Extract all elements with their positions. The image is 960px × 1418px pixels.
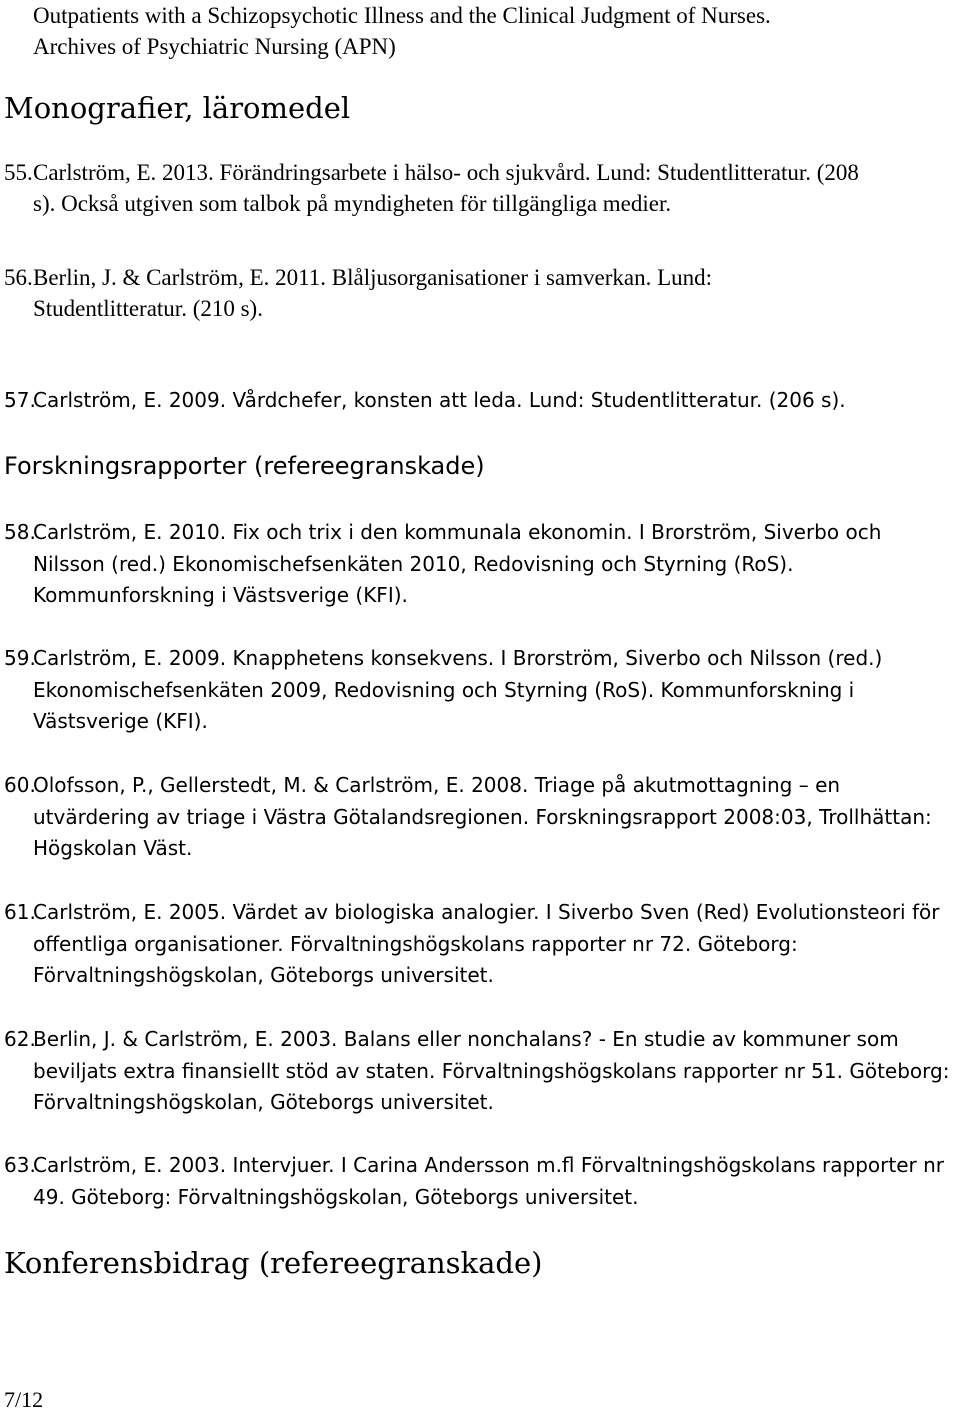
entry-number: 63. xyxy=(4,1153,36,1177)
entry-text: Carlström, E. 2009. Vårdchefer, konsten att leda. Lund: Studentlitteratur. (206 s). xyxy=(33,388,846,412)
page-number: 7/12 xyxy=(4,1387,44,1412)
continued-reference xyxy=(33,0,953,62)
entry-text: Berlin, J. & Carlström, E. 2011. Blåljusorganisationer i samverkan. Lund: Studentlitteratur. (210 s). xyxy=(33,265,713,321)
continued-reference-line-2: Archives of Psychiatric Nursing (APN) xyxy=(33,34,396,59)
entry-number: 59. xyxy=(4,646,36,670)
entry-text: Carlström, E. 2009. Knapphetens konsekvens. I Brorström, Siverbo och Nilsson (red.) Ekonomischefsenkäten 2009, Redovisning och Styrning (RoS). Kommunforskning i Västsverige (KFI). xyxy=(33,646,883,733)
entry-number: 55. xyxy=(4,160,33,185)
section-heading-forskningsrapporter: Forskningsrapporter (refereegranskade) xyxy=(4,452,485,480)
entry-number: 58. xyxy=(4,520,36,544)
entry-text: Carlström, E. 2005. Värdet av biologiska analogier. I Siverbo Sven (Red) Evolutionsteori för offentliga organisationer. Förvaltningshögskolans rapporter nr 72. Göteborg: Förvaltningshögskolan, Göteborgs universitet. xyxy=(33,900,940,987)
entry-text: Olofsson, P., Gellerstedt, M. & Carlström, E. 2008. Triage på akutmottagning – en utvärdering av triage i Västra Götalandsregionen. Forskningsrapport 2008:03, Trollhättan: Högskolan Väst. xyxy=(33,773,932,860)
entry-text: Carlström, E. 2010. Fix och trix i den kommunala ekonomin. I Brorström, Siverbo och Nilsson (red.) Ekonomischefsenkäten 2010, Redovisning och Styrning (RoS). Kommunforskning i Västsverige (KFI). xyxy=(33,520,882,607)
entry-text: Carlström, E. 2013. Förändringsarbete i hälso- och sjukvård. Lund: Studentlitteratur. (208 s). Också utgiven som talbok på myndigheten för tillgängliga medier. xyxy=(33,160,859,216)
entry-text: Carlström, E. 2003. Intervjuer. I Carina Andersson m.fl Förvaltningshögskolans rapporter nr 49. Göteborg: Förvaltningshögskolan, Göteborgs universitet. xyxy=(33,1153,945,1209)
section-heading-konferensbidrag: Konferensbidrag (refereegranskade) xyxy=(4,1246,543,1280)
entry-number: 56. xyxy=(4,265,33,290)
entry-number: 61. xyxy=(4,900,36,924)
entry-number: 60. xyxy=(4,773,36,797)
entry-number: 62. xyxy=(4,1027,36,1051)
entry-text: Berlin, J. & Carlström, E. 2003. Balans eller nonchalans? - En studie av kommuner som beviljats extra finansiellt stöd av staten. Förvaltningshögskolans rapporter nr 51. Göteborg: Förvaltningshögskolan, Göteborgs universitet. xyxy=(33,1027,950,1114)
continued-reference-line-1: Outpatients with a Schizopsychotic Illness and the Clinical Judgment of Nurses. xyxy=(33,3,771,28)
entry-number: 57. xyxy=(4,388,36,412)
section-heading-monografier: Monografier, läromedel xyxy=(4,91,351,125)
